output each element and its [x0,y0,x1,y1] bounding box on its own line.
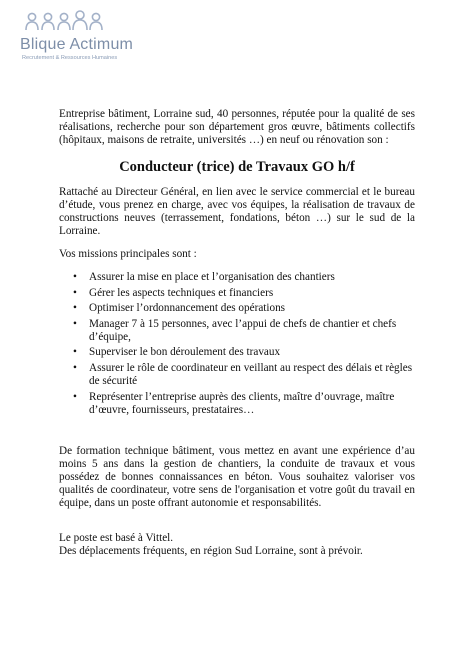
bullet-icon: • [73,346,77,359]
job-offer-body [59,108,415,558]
bullet-icon: • [73,286,77,299]
bullet-icon: • [73,361,77,374]
company-logo [20,10,180,70]
mission-text: Superviser le bon déroulement des travaux [89,346,281,359]
role-paragraph: Rattaché au Directeur Général, en lien avec le service commercial et le bureau d’étude, vous prenez en charge, avec vos équipes, la réalisation de travaux de constructions neuves (terrassement, fondations, béton …) sur le sud de la Lorraine. [59,186,415,237]
list-item [59,346,415,359]
list-item [59,391,415,417]
mission-text: Représenter l’entreprise auprès des clients, maître d’ouvrage, maître d’œuvre, fournisseurs, prestataires… [89,390,395,416]
travel-line: Des déplacements fréquents, en région Sud Lorraine, sont à prévoir. [59,544,363,557]
logo-tagline: Recrutement & Ressources Humaines [22,55,118,61]
missions-heading: Vos missions principales sont : [59,248,197,260]
intro-paragraph: Entreprise bâtiment, Lorraine sud, 40 personnes, réputée pour la qualité de ses réalisations, recherche pour son département gros œuvre, bâtiments collectifs (hôpitaux, maisons de retraite, universités …) en neuf ou rénovation son : [59,108,415,146]
job-title: Conducteur (trice) de Travaux GO h/f [119,159,355,175]
missions-list [59,271,415,417]
mission-text: Assurer la mise en place et l’organisation des chantiers [89,271,335,283]
bullet-icon: • [73,317,77,330]
list-item [59,318,415,344]
location-line: Le poste est basé à Vittel. [59,531,174,544]
people-group-icon [24,10,124,32]
mission-text: Optimiser l’ordonnancement des opérations [89,302,286,315]
list-item [59,302,415,315]
list-item [59,287,415,300]
profile-paragraph: De formation technique bâtiment, vous mettez en avant une expérience d’au moins 5 ans dans la gestion de chantiers, la conduite de travaux et vous possédez de bonnes connaissances en béton. Vous souhaitez valoriser vos qualités de coordinateur, votre sens de l'organisation et votre goût du travail en équipe, dans un poste offrant autonomie et responsabilités. [59,444,415,509]
bullet-icon: • [73,390,77,403]
logo-brand-name: Blique Actimum [20,36,134,53]
list-item [59,271,415,284]
bullet-icon: • [73,271,77,283]
bullet-icon: • [73,302,77,315]
mission-text: Gérer les aspects techniques et financiers [89,286,274,299]
list-item [59,362,415,388]
mission-text: Manager 7 à 15 personnes, avec l’appui de chefs de chantier et chefs d’équipe, [89,317,397,343]
mission-text: Assurer le rôle de coordinateur en veillant au respect des délais et règles de sécurité [89,361,413,387]
